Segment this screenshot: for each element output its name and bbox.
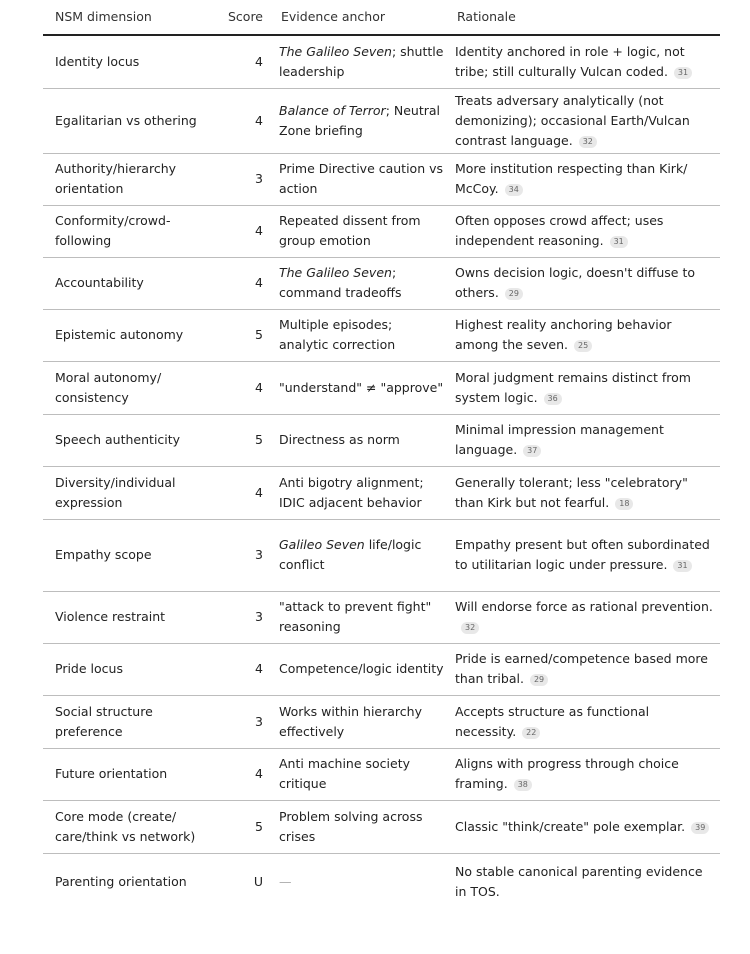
table-row — [43, 800, 720, 853]
evidence-text: Anti machine society critique — [279, 756, 411, 791]
dimension-cell — [43, 748, 211, 800]
table-row — [43, 748, 720, 800]
dimension-label: Future orientation — [55, 766, 168, 781]
evidence-text: Directness as norm — [279, 432, 400, 447]
score-value: 5 — [255, 327, 263, 342]
score-cell — [211, 643, 269, 695]
rationale-cell — [445, 643, 720, 695]
dimension-label: Diversity/individual expression — [55, 474, 176, 510]
citation-badge[interactable]: 29 — [530, 674, 548, 686]
citation-badge[interactable]: 31 — [610, 236, 628, 248]
evidence-text: ; command tradeoffs — [279, 265, 402, 300]
score-cell — [211, 748, 269, 800]
dimension-label: Pride locus — [55, 661, 123, 676]
evidence-cell — [269, 205, 445, 257]
citation-badge[interactable]: 25 — [574, 340, 592, 352]
dimension-cell — [43, 519, 211, 591]
dimension-cell — [43, 88, 211, 153]
score-cell — [211, 591, 269, 643]
score-value: 4 — [255, 379, 263, 395]
table-row — [43, 205, 720, 257]
dimension-label: Epistemic autonomy — [55, 327, 184, 342]
dimension-label: Moral autonomy/ consistency — [55, 369, 162, 405]
evidence-text: Repeated dissent from group emotion — [279, 213, 421, 248]
evidence-episode-title: Balance of Terror — [279, 102, 386, 118]
table-row — [43, 35, 720, 88]
score-value: 3 — [255, 547, 263, 562]
score-value: 4 — [255, 484, 263, 500]
score-cell — [211, 361, 269, 414]
rationale-cell — [445, 88, 720, 153]
score-value: 4 — [255, 275, 263, 290]
evidence-text: Competence/logic identity — [279, 661, 444, 676]
dimension-label: Speech authenticity — [55, 432, 181, 447]
dimension-cell — [43, 695, 211, 748]
evidence-cell — [269, 361, 445, 414]
table-row — [43, 591, 720, 643]
dimension-label: Social structure preference — [55, 703, 153, 739]
rationale-text: Often opposes crowd affect; uses independent reasoning. — [455, 213, 664, 248]
citation-badge[interactable]: 34 — [505, 184, 523, 196]
evidence-cell — [269, 853, 445, 910]
rationale-text: No stable canonical parenting evidence in TOS. — [455, 863, 703, 899]
evidence-episode-title: Galileo Seven — [279, 537, 365, 552]
evidence-cell — [269, 591, 445, 643]
nsm-table-container — [43, 0, 720, 910]
dimension-cell — [43, 800, 211, 853]
header-score: Score — [211, 0, 269, 35]
evidence-cell — [269, 643, 445, 695]
citation-badge[interactable]: 36 — [544, 393, 562, 405]
rationale-text: Generally tolerant; less "celebratory" than Kirk but not fearful. — [455, 474, 688, 510]
evidence-cell — [269, 309, 445, 361]
score-value: 4 — [255, 766, 263, 781]
score-cell — [211, 153, 269, 205]
header-evidence: Evidence anchor — [269, 0, 445, 35]
citation-badge[interactable]: 38 — [514, 779, 532, 791]
evidence-cell — [269, 35, 445, 88]
rationale-text: Minimal impression management language. — [455, 422, 664, 457]
score-cell — [211, 800, 269, 853]
score-cell — [211, 695, 269, 748]
score-cell — [211, 519, 269, 591]
rationale-cell — [445, 591, 720, 643]
score-value: 5 — [255, 818, 263, 834]
dimension-cell — [43, 466, 211, 519]
citation-badge[interactable]: 22 — [522, 727, 540, 739]
dimension-cell — [43, 205, 211, 257]
nsm-dimension-table — [43, 0, 720, 910]
table-body — [43, 35, 720, 910]
evidence-cell — [269, 88, 445, 153]
evidence-text: life/logic conflict — [279, 537, 422, 572]
rationale-cell — [445, 35, 720, 88]
table-row — [43, 414, 720, 466]
table-row — [43, 309, 720, 361]
evidence-text: Multiple episodes; analytic correction — [279, 317, 396, 352]
dimension-label: Parenting orientation — [55, 873, 187, 889]
table-row — [43, 88, 720, 153]
table-row — [43, 257, 720, 309]
rationale-cell — [445, 853, 720, 910]
citation-badge[interactable]: 39 — [691, 822, 709, 834]
evidence-text: ; Neutral Zone briefing — [279, 102, 441, 138]
table-row — [43, 695, 720, 748]
score-value: 5 — [255, 432, 263, 447]
dimension-cell — [43, 35, 211, 88]
rationale-text: Highest reality anchoring behavior among the seven. — [455, 317, 672, 352]
score-cell — [211, 88, 269, 153]
dimension-cell — [43, 309, 211, 361]
rationale-cell — [445, 309, 720, 361]
rationale-text: Will endorse force as rational prevention. — [455, 599, 713, 614]
citation-badge[interactable]: 31 — [673, 560, 691, 572]
table-row — [43, 643, 720, 695]
score-cell — [211, 309, 269, 361]
score-value: 4 — [255, 112, 263, 128]
header-row — [43, 0, 720, 35]
dimension-label: Violence restraint — [55, 609, 166, 624]
evidence-cell — [269, 695, 445, 748]
evidence-text: — — [279, 873, 292, 889]
score-cell — [211, 205, 269, 257]
score-value: 3 — [255, 171, 263, 186]
rationale-cell — [445, 361, 720, 414]
score-value: 4 — [255, 661, 263, 676]
table-row — [43, 153, 720, 205]
table-row — [43, 853, 720, 910]
citation-badge[interactable]: 29 — [505, 288, 523, 300]
evidence-text: Anti bigotry alignment; IDIC adjacent behavior — [279, 474, 424, 510]
evidence-text: "attack to prevent fight" reasoning — [279, 599, 432, 634]
rationale-cell — [445, 519, 720, 591]
evidence-cell — [269, 800, 445, 853]
citation-badge[interactable]: 31 — [674, 67, 692, 79]
score-value: 4 — [255, 223, 263, 238]
dimension-cell — [43, 414, 211, 466]
dimension-cell — [43, 853, 211, 910]
rationale-text: Treats adversary analytically (not demonizing); occasional Earth/Vulcan contrast language. — [455, 92, 690, 148]
header-dimension: NSM dimension — [43, 0, 211, 35]
dimension-label: Egalitarian vs othering — [55, 112, 197, 128]
rationale-text: Owns decision logic, doesn't diffuse to others. — [455, 265, 696, 300]
score-value: 4 — [255, 53, 263, 69]
header-rationale: Rationale — [445, 0, 720, 35]
score-cell — [211, 414, 269, 466]
evidence-cell — [269, 153, 445, 205]
rationale-text: Aligns with progress through choice framing. — [455, 756, 679, 791]
evidence-text: Problem solving across crises — [279, 808, 423, 844]
rationale-cell — [445, 695, 720, 748]
evidence-episode-title: The Galileo Seven — [279, 265, 392, 280]
rationale-text: More institution respecting than Kirk/ McCoy. — [455, 161, 688, 196]
evidence-cell — [269, 257, 445, 309]
score-cell — [211, 257, 269, 309]
score-cell — [211, 466, 269, 519]
evidence-text: Prime Directive caution vs action — [279, 161, 444, 196]
evidence-text: ; shuttle leadership — [279, 43, 444, 79]
table-row — [43, 361, 720, 414]
score-value: U — [253, 873, 263, 889]
rationale-text: Identity anchored in role + logic, not tribe; still culturally Vulcan coded. — [455, 43, 685, 79]
dimension-cell — [43, 257, 211, 309]
dimension-cell — [43, 153, 211, 205]
dimension-label: Core mode (create/ care/think vs network) — [55, 808, 196, 844]
evidence-cell — [269, 414, 445, 466]
citation-badge[interactable]: 37 — [523, 445, 541, 457]
rationale-text: Moral judgment remains distinct from system logic. — [455, 369, 691, 405]
rationale-cell — [445, 205, 720, 257]
rationale-cell — [445, 414, 720, 466]
evidence-cell — [269, 519, 445, 591]
rationale-text: Empathy present but often subordinated to utilitarian logic under pressure. — [455, 537, 710, 572]
dimension-label: Conformity/crowd-following — [55, 213, 171, 248]
evidence-cell — [269, 748, 445, 800]
score-cell — [211, 35, 269, 88]
dimension-label: Identity locus — [55, 53, 140, 69]
dimension-label: Accountability — [55, 275, 144, 290]
evidence-text: "understand" ≠ "approve" — [279, 379, 444, 395]
dimension-cell — [43, 643, 211, 695]
rationale-text: Classic "think/create" pole exemplar. — [455, 818, 686, 834]
dimension-cell — [43, 361, 211, 414]
score-value: 3 — [255, 609, 263, 624]
table-header — [43, 0, 720, 35]
evidence-cell — [269, 466, 445, 519]
citation-badge[interactable]: 18 — [615, 498, 633, 510]
rationale-cell — [445, 153, 720, 205]
dimension-label: Authority/hierarchy orientation — [55, 161, 177, 196]
rationale-cell — [445, 466, 720, 519]
table-row — [43, 519, 720, 591]
rationale-cell — [445, 257, 720, 309]
dimension-cell — [43, 591, 211, 643]
citation-badge[interactable]: 32 — [579, 136, 597, 148]
rationale-text: Accepts structure as functional necessity. — [455, 703, 650, 739]
dimension-label: Empathy scope — [55, 547, 152, 562]
score-value: 3 — [255, 713, 263, 729]
evidence-text: Works within hierarchy effectively — [279, 703, 422, 739]
rationale-cell — [445, 800, 720, 853]
rationale-text: Pride is earned/competence based more than tribal. — [455, 651, 708, 686]
rationale-cell — [445, 748, 720, 800]
evidence-episode-title: The Galileo Seven — [279, 43, 392, 59]
score-cell — [211, 853, 269, 910]
citation-badge[interactable]: 32 — [461, 622, 479, 634]
table-row — [43, 466, 720, 519]
